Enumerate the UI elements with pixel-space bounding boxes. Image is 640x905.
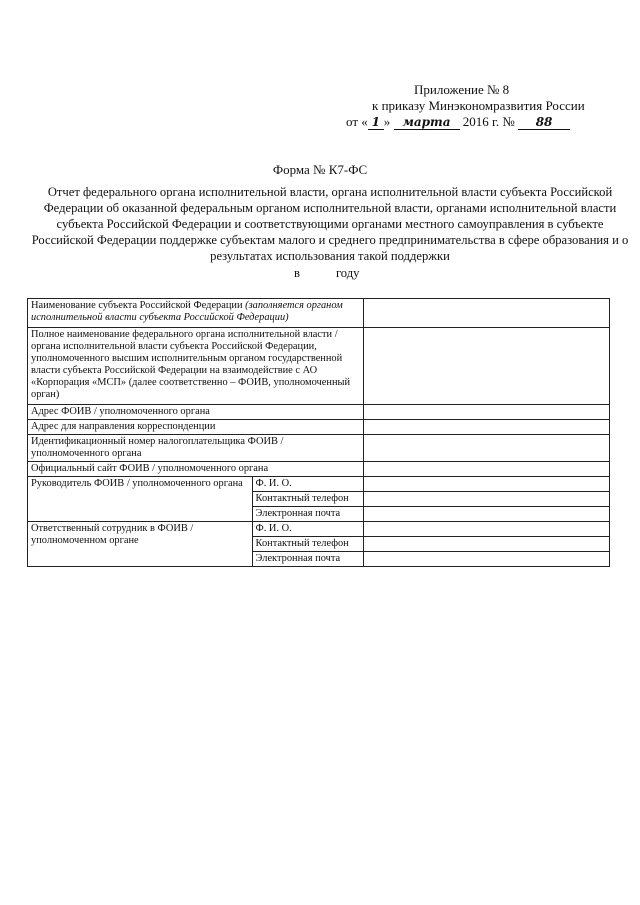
- form-title: Форма № К7-ФС: [272, 162, 368, 177]
- full-name-value[interactable]: [364, 328, 610, 405]
- appendix-line1: Приложение № 8: [414, 82, 510, 97]
- subject-name-value[interactable]: [364, 299, 610, 328]
- appendix-header: [346, 82, 596, 130]
- table-row: [28, 462, 610, 477]
- report-title: Отчет федерального органа исполнительной власти, органа исполнительной власти субъекта Российской Федерации об оказанной федеральным органом исполнительной власти, органами исполнительной власти субъекта Российской Федерации и соответствующими органами местного самоуправления в субъекте Российской Федерации поддержке субъектам малого и среднего предпринимательства в сфере образования и о результатах использования такой поддержки: [31, 185, 629, 263]
- subject-label-note: (заполняется органом исполнительной власти субъекта Российской Федерации): [31, 300, 343, 323]
- resp-email-label: Электронная почта: [252, 552, 364, 567]
- table-row: [28, 420, 610, 435]
- report-form-table: [27, 298, 610, 567]
- head-phone-label: Контактный телефон: [252, 492, 364, 507]
- table-row: [28, 405, 610, 420]
- head-fio-label: Ф. И. О.: [252, 477, 364, 492]
- appendix-line2: к приказу Минэкономразвития России: [372, 98, 585, 113]
- table-row: [28, 522, 610, 537]
- resp-phone-label: Контактный телефон: [252, 537, 364, 552]
- head-label: Руководитель ФОИВ / уполномоченного органа: [28, 477, 253, 522]
- resp-email-value[interactable]: [364, 552, 610, 567]
- address-label: Адрес ФОИВ / уполномоченного органа: [28, 405, 364, 420]
- table-row: [28, 477, 610, 492]
- date-prefix: от «: [346, 114, 368, 129]
- year-prefix: в: [294, 266, 300, 280]
- order-number: 88: [518, 116, 570, 130]
- subject-name-label: [28, 299, 364, 328]
- year-line: [294, 266, 359, 281]
- website-label: Официальный сайт ФОИВ / уполномоченного органа: [28, 462, 364, 477]
- subject-label-text: Наименование субъекта Российской Федерации: [31, 300, 243, 311]
- address-value[interactable]: [364, 405, 610, 420]
- website-value[interactable]: [364, 462, 610, 477]
- corr-address-label: Адрес для направления корреспонденции: [28, 420, 364, 435]
- head-email-value[interactable]: [364, 507, 610, 522]
- date-year: 2016 г. №: [462, 114, 515, 129]
- table-row: [28, 435, 610, 462]
- head-fio-value[interactable]: [364, 477, 610, 492]
- head-phone-value[interactable]: [364, 492, 610, 507]
- inn-label: Идентификационный номер налогоплательщика ФОИВ / уполномоченного органа: [28, 435, 364, 462]
- full-name-label: Полное наименование федерального органа исполнительной власти / органа исполнительной власти субъекта Российской Федерации, уполномоченного высшим исполнительным органом государственной власти субъекта Российской Федерации на взаимодействие с АО «Корпорация «МСП» (далее соответственно – ФОИВ, уполномоченный орган): [28, 328, 364, 405]
- table-row: [28, 299, 610, 328]
- head-email-label: Электронная почта: [252, 507, 364, 522]
- date-day: 1: [368, 116, 384, 130]
- table-row: [28, 328, 610, 405]
- date-mid: »: [383, 114, 391, 129]
- inn-value[interactable]: [364, 435, 610, 462]
- corr-address-value[interactable]: [364, 420, 610, 435]
- appendix-date-line: [346, 114, 596, 130]
- resp-fio-label: Ф. И. О.: [252, 522, 364, 537]
- resp-phone-value[interactable]: [364, 537, 610, 552]
- date-month: марта: [394, 116, 460, 130]
- year-suffix: году: [335, 266, 360, 280]
- resp-fio-value[interactable]: [364, 522, 610, 537]
- resp-label: Ответственный сотрудник в ФОИВ / уполномоченном органе: [28, 522, 253, 567]
